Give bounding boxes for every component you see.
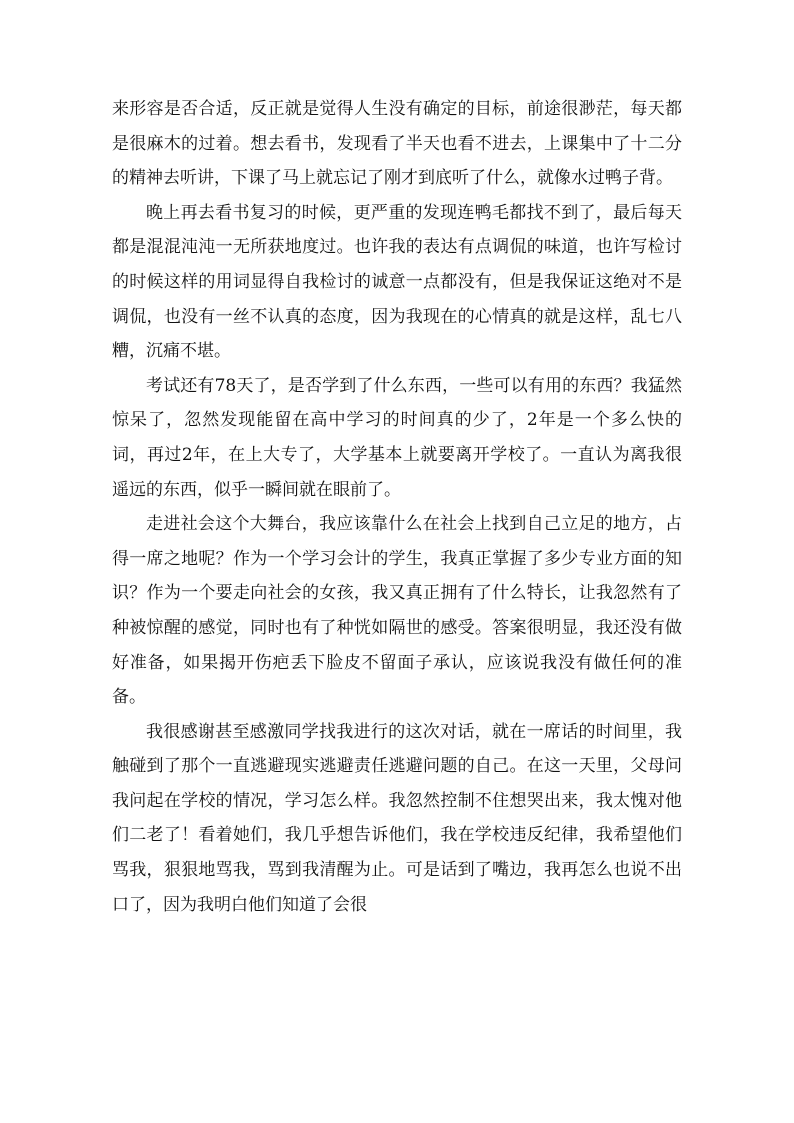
paragraph-5: 我很感谢甚至感激同学找我进行的这次对话，就在一席话的时间里，我触碰到了那个一直逃避现实逃避责任逃避问题的自己。在这一天里，父母问我问起在学校的情况，学习怎么样。我忽然控制不住想哭出来，我太愧对他们二老了！看着她们，我几乎想告诉他们，我在学校违反纪律，我希望他们骂我，狠狠地骂我，骂到我清醒为止。可是话到了嘴边，我再怎么也说不出口了，因为我明白他们知道了会很 (112, 721, 682, 915)
paragraph-4: 走进社会这个大舞台，我应该靠什么在社会上找到自己立足的地方，占得一席之地呢？作为一个学习会计的学生，我真正掌握了多少专业方面的知识？作为一个要走向社会的女孩，我又真正拥有了什么特长，让我忽然有了种被惊醒的感觉，同时也有了种恍如隔世的感受。答案很明显，我还没有做好准备，如果揭开伤疤丢下脸皮不留面子承认，应该说我没有做任何的准备。 (112, 514, 682, 708)
document-body (112, 92, 682, 922)
paragraph-3: 考试还有78天了，是否学到了什么东西，一些可以有用的东西？我猛然惊呆了，忽然发现能留在高中学习的时间真的少了，2年是一个多么快的词，再过2年，在上大专了，大学基本上就要离开学校了。一直认为离我很遥远的东西，似乎一瞬间就在眼前了。 (112, 375, 682, 500)
paragraph-1: 来形容是否合适，反正就是觉得人生没有确定的目标，前途很渺茫，每天都是很麻木的过着。想去看书，发现看了半天也看不进去，上课集中了十二分的精神去听讲，下课了马上就忘记了刚才到底听了什么，就像水过鸭子背。 (112, 99, 682, 189)
paragraph-2: 晚上再去看书复习的时候，更严重的发现连鸭毛都找不到了，最后每天都是混混沌沌一无所获地度过。也许我的表达有点调侃的味道，也许写检讨的时候这样的用词显得自我检讨的诚意一点都没有，但是我保证这绝对不是调侃，也没有一丝不认真的态度，因为我现在的心情真的就是这样，乱七八糟，沉痛不堪。 (112, 202, 682, 362)
